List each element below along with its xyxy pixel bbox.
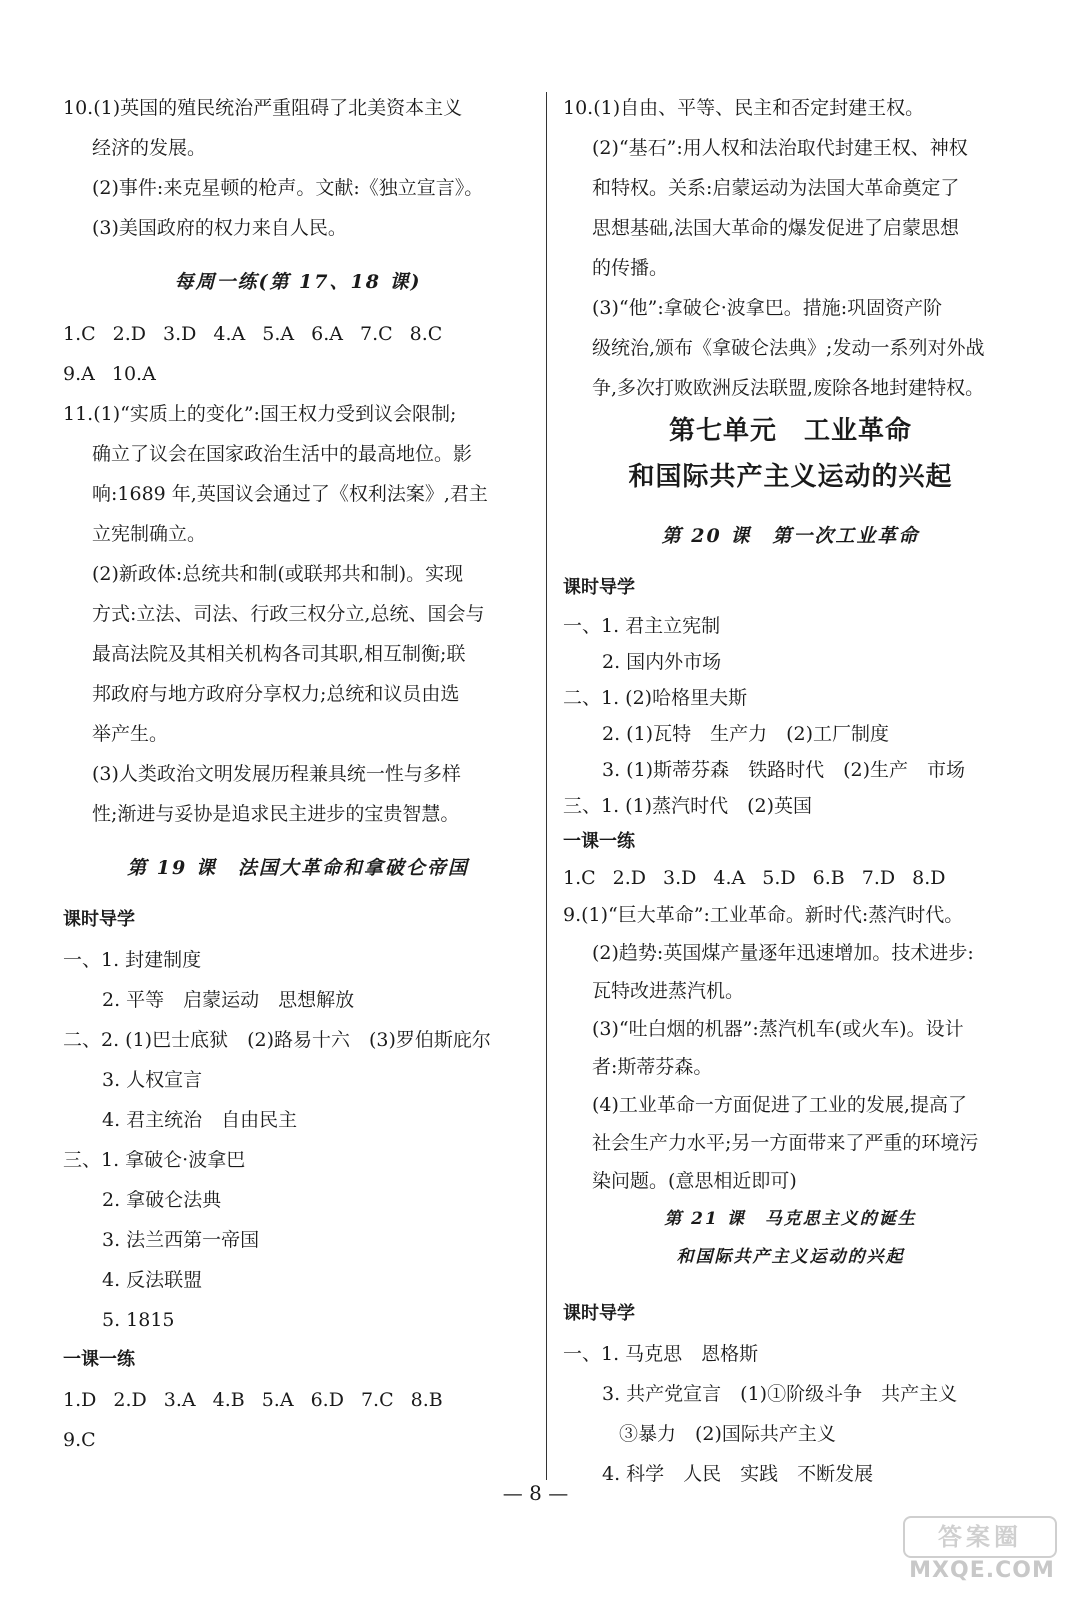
answer: 9.A [63,363,95,385]
q11-line: 邦政府与地方政府分享权力;总统和议员由选 [92,683,460,705]
answer: 7.C [360,323,393,345]
watermark-text: 答案圈 [903,1516,1057,1558]
guide-line: 二、1. (2)哈格里夫斯 [563,687,748,709]
q10-line: (3)美国政府的权力来自人民。 [92,217,347,239]
page-number: — 8 — [502,1481,569,1505]
q9-line: (4)工业革命一方面促进了工业的发展,提高了 [592,1094,967,1116]
answer: 10.A [111,363,156,385]
answer: 7.C [360,1389,394,1411]
answer: 2.D [112,323,147,345]
q9-line: 社会生产力水平;另一方面带来了严重的环境污 [592,1132,979,1154]
q9-line: 者:斯蒂芬森。 [592,1056,713,1078]
answer: 1.C [563,867,596,889]
guide-line: ③暴力 (2)国际共产主义 [619,1423,836,1445]
q11-line: 方式:立法、司法、行政三权分立,总统、国会与 [92,603,485,625]
weekly-answers-row [63,354,533,394]
q9-line: 9.(1)“巨大革命”:工业革命。新时代:蒸汽时代。 [563,904,964,926]
guide-line: 一、1. 君主立宪制 [563,615,721,637]
unit-7-title: 第七单元 工业革命 [668,416,912,446]
q10-line: 10.(1)自由、平等、民主和否定封建王权。 [563,97,925,119]
left-column [63,88,533,1460]
answer: 4.A [713,867,746,889]
q11-line: (2)新政体:总统共和制(或联邦共和制)。实现 [92,563,464,585]
guide-line: 三、1. 拿破仑·波拿巴 [63,1149,246,1171]
answer: 8.C [409,323,443,345]
section-label-guide: 课时导学 [563,1303,635,1324]
practice-answers-row [63,1380,533,1420]
answer: 7.D [861,867,896,889]
answer: 3.D [163,323,197,345]
lesson-21-title: 第 21 课 马克思主义的诞生 [664,1209,917,1229]
q11-line: 11.(1)“实质上的变化”:国王权力受到议会限制; [63,403,457,425]
lesson-21-title: 和国际共产主义运动的兴起 [676,1247,905,1267]
guide-line: 3. 共产党宣言 (1)①阶级斗争 共产主义 [602,1383,958,1405]
guide-line: 3. (1)斯蒂芬森 铁路时代 (2)生产 市场 [602,759,965,781]
answer: 4.B [212,1389,245,1411]
q9-line: 染问题。(意思相近即可) [592,1170,797,1192]
q10-line: 思想基础,法国大革命的爆发促进了启蒙思想 [592,217,960,239]
guide-line: 一、1. 封建制度 [63,949,202,971]
weekly-practice-title: 每周一练(第 17、18 课) [174,271,422,293]
answer: 6.A [311,323,343,345]
answer: 5.A [262,323,295,345]
unit-7-title: 和国际共产主义运动的兴起 [628,462,953,492]
practice-answers-row [63,1420,533,1460]
q10-line: 10.(1)英国的殖民统治严重阻碍了北美资本主义 [63,97,463,119]
guide-line: 5. 1815 [102,1309,175,1331]
guide-line: 3. 法兰西第一帝国 [102,1229,260,1251]
guide-line: 二、2. (1)巴士底狱 (2)路易十六 (3)罗伯斯庇尔 [63,1029,491,1051]
q9-line: (2)趋势:英国煤产量逐年迅速增加。技术进步: [592,942,974,964]
answer: 6.D [310,1389,344,1411]
guide-line: 4. 科学 人民 实践 不断发展 [602,1463,874,1485]
guide-line: 2. (1)瓦特 生产力 (2)工厂制度 [602,723,889,745]
q11-line: (3)人类政治文明发展历程兼具统一性与多样 [92,763,461,785]
q10-line: 经济的发展。 [92,137,207,159]
q10-line: 级统治,颁布《拿破仑法典》;发动一系列对外战 [592,337,985,359]
q10-line: (2)“基石”:用人权和法治取代封建王权、神权 [592,137,968,159]
answer: 6.B [812,867,845,889]
lesson-20-title: 第 20 课 第一次工业革命 [661,525,920,547]
q10-line: (3)“他”:拿破仑·波拿巴。措施:巩固资产阶 [592,297,943,319]
guide-line: 2. 国内外市场 [602,651,722,673]
q10-line: 争,多次打败欧洲反法联盟,废除各地封建特权。 [592,377,985,399]
answer: 4.A [213,323,246,345]
guide-line: 一、1. 马克思 恩格斯 [563,1343,759,1365]
q11-line: 确立了议会在国家政治生活中的最高地位。影 [92,443,473,465]
watermark-logo [907,1516,1057,1586]
q11-line: 举产生。 [92,723,169,745]
section-label-practice: 一课一练 [63,1349,135,1370]
right-column [563,88,1018,1494]
guide-line: 3. 人权宣言 [102,1069,203,1091]
section-label-practice: 一课一练 [563,831,635,852]
q9-line: (3)“吐白烟的机器”:蒸汽机车(或火车)。设计 [592,1018,964,1040]
guide-line: 2. 平等 启蒙运动 思想解放 [102,989,355,1011]
guide-line: 三、1. (1)蒸汽时代 (2)英国 [563,795,812,817]
q9-line: 瓦特改进蒸汽机。 [592,980,745,1002]
answer: 3.D [663,867,697,889]
section-label-guide: 课时导学 [63,909,135,930]
guide-line: 4. 反法联盟 [102,1269,203,1291]
q11-line: 响:1689 年,英国议会通过了《权利法案》,君主 [92,483,488,505]
q11-line: 性;渐进与妥协是追求民主进步的宝贵智慧。 [92,803,460,825]
q10-line: 的传播。 [592,257,669,279]
answer: 8.D [912,867,946,889]
answer: 8.B [410,1389,443,1411]
q11-line: 最高法院及其相关机构各司其职,相互制衡;联 [92,643,466,665]
column-divider [546,92,547,1480]
guide-line: 4. 君主统治 自由民主 [102,1109,298,1131]
answer: 2.D [113,1389,147,1411]
lesson-19-title: 第 19 课 法国大革命和拿破仑帝国 [127,857,469,879]
answer: 5.D [762,867,796,889]
answer: 5.A [261,1389,294,1411]
answer: 9.C [63,1429,96,1451]
answer: 3.A [163,1389,196,1411]
guide-line: 2. 拿破仑法典 [102,1189,222,1211]
q11-line: 立宪制确立。 [92,523,207,545]
practice-answers-row [563,860,1018,896]
section-label-guide: 课时导学 [563,577,635,598]
watermark-url: MXQE.COM [909,1558,1055,1583]
answer: 1.D [63,1389,97,1411]
answer: 1.C [63,323,96,345]
q10-line: (2)事件:来克星顿的枪声。文献:《独立宣言》。 [92,177,484,199]
answer: 2.D [612,867,647,889]
weekly-answers-row [63,314,533,354]
q10-line: 和特权。关系:启蒙运动为法国大革命奠定了 [592,177,960,199]
